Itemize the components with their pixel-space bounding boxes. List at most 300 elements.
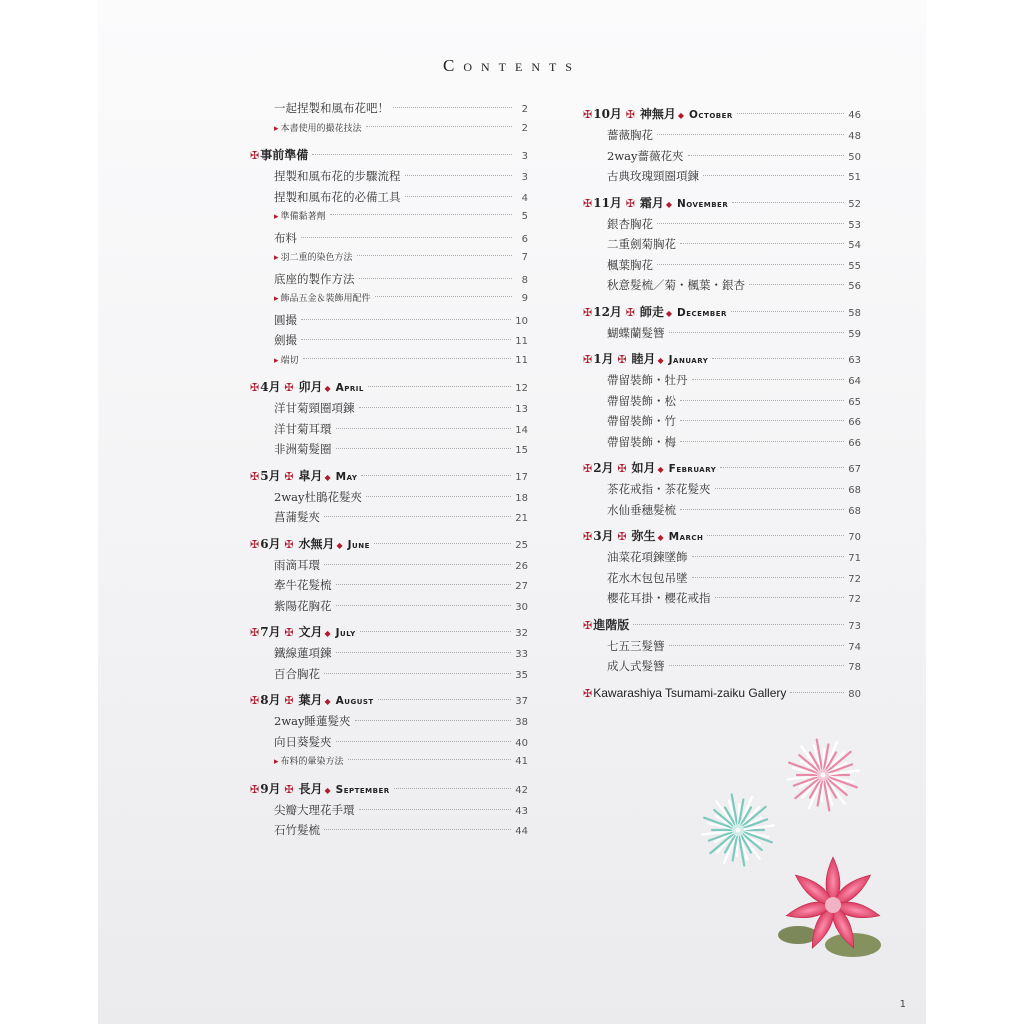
toc-entry-label xyxy=(250,465,357,488)
toc-entry-row xyxy=(583,547,861,568)
toc-entry-label xyxy=(250,778,390,801)
section-marker-icon: ✠ xyxy=(250,782,260,796)
toc-entry-row xyxy=(583,588,861,609)
toc-entry-label xyxy=(583,166,699,187)
english-month-name: November xyxy=(676,197,729,210)
dot-leader xyxy=(680,441,844,442)
toc-entry-label xyxy=(583,146,684,167)
dot-leader xyxy=(394,788,512,789)
toc-entry-row xyxy=(583,255,861,276)
english-month-name: October xyxy=(688,109,733,121)
toc-entry-label xyxy=(583,656,665,677)
toc-entry-label xyxy=(250,732,332,753)
toc-section-row xyxy=(250,689,528,711)
toc-entry-row xyxy=(250,555,528,576)
entry-title: 捏製和風布花的步驟流程 xyxy=(274,169,401,183)
section-marker-icon: ✠ xyxy=(280,782,298,796)
dot-leader xyxy=(324,829,511,830)
english-month-name: January xyxy=(668,354,709,366)
toc-entry-label xyxy=(583,255,653,276)
toc-entry-row xyxy=(583,411,861,432)
entry-title: 楓葉胸花 xyxy=(607,257,653,272)
page-ref: 68 xyxy=(848,485,861,496)
japanese-month-name: 如月 xyxy=(631,461,656,475)
diamond-icon: ◆ xyxy=(324,628,331,638)
toc-entry-label xyxy=(250,711,351,732)
toc-entry-row xyxy=(250,330,528,351)
dot-leader xyxy=(692,379,845,380)
diamond-icon: ◆ xyxy=(324,784,331,795)
entry-title: 底座的製作方法 xyxy=(274,271,355,286)
toc-entry-row xyxy=(583,636,861,657)
toc-section-row xyxy=(250,144,528,166)
dot-leader xyxy=(336,652,512,653)
page-number: 1 xyxy=(899,999,906,1010)
page-ref: 72 xyxy=(848,573,861,585)
japanese-month-name: 師走 xyxy=(639,304,664,319)
section-marker-icon: ✠ xyxy=(583,196,593,210)
page-ref: 42 xyxy=(515,784,528,796)
section-marker-icon: ✠ xyxy=(613,353,631,366)
pink-lily-flower xyxy=(778,857,881,957)
section-marker-icon: ✠ xyxy=(280,694,298,707)
toc-entry-label xyxy=(250,310,297,331)
toc-left-column xyxy=(250,98,528,841)
page-ref: 46 xyxy=(848,110,861,121)
toc-entry-label xyxy=(583,214,653,235)
page-ref: 54 xyxy=(848,240,861,251)
entry-title: 牽牛花髮梳 xyxy=(274,578,332,592)
entry-title: 菖蒲髮夾 xyxy=(274,510,320,524)
page-ref: 64 xyxy=(848,376,861,387)
dot-leader xyxy=(330,214,512,215)
toc-entry-row xyxy=(250,439,528,460)
japanese-month-name: 長月 xyxy=(298,781,323,796)
page-ref: 26 xyxy=(515,560,528,572)
toc-entry-row xyxy=(250,248,528,269)
page-ref: 11 xyxy=(515,354,528,366)
dot-leader xyxy=(301,319,511,320)
toc-entry-row xyxy=(583,391,861,412)
section-marker-icon: ✠ xyxy=(583,305,593,319)
section-marker-icon: ✠ xyxy=(250,537,260,551)
section-marker-icon: ✠ xyxy=(621,305,639,319)
toc-entry-label xyxy=(250,248,353,269)
page-ref: 66 xyxy=(848,417,861,428)
section-marker-icon: ✠ xyxy=(250,149,260,162)
diamond-icon: ◆ xyxy=(665,307,672,318)
toc-entry-label xyxy=(250,664,320,685)
page-ref: 33 xyxy=(515,649,528,660)
month-label: 5月 xyxy=(260,468,281,483)
toc-entry-label xyxy=(583,370,688,391)
page-ref: 68 xyxy=(848,505,861,517)
month-label: 10月 xyxy=(593,107,622,121)
toc-entry-label xyxy=(250,800,355,821)
page-ref: 17 xyxy=(515,471,528,483)
section-marker-icon: ✠ xyxy=(613,530,631,543)
entry-title: 布料的暈染方法 xyxy=(280,757,344,767)
month-label: 4月 xyxy=(260,380,281,394)
toc-entry-label xyxy=(250,689,374,712)
toc-entry-label xyxy=(250,207,326,228)
dot-leader xyxy=(336,584,512,585)
english-month-name: May xyxy=(335,470,358,483)
dot-leader xyxy=(732,202,844,203)
page-ref: 59 xyxy=(848,328,861,340)
entry-title: 非洲菊髮圈 xyxy=(274,442,332,456)
toc-entry-row xyxy=(250,596,528,617)
toc-entry-label xyxy=(250,596,332,617)
page-ref: 15 xyxy=(515,445,528,456)
month-label: 8月 xyxy=(260,693,281,707)
page-ref: 3 xyxy=(521,172,528,183)
toc-entry-row xyxy=(250,351,528,372)
page-ref: 74 xyxy=(848,641,861,653)
toc-section-row xyxy=(250,465,528,487)
entry-title: 成人式髮簪 xyxy=(607,659,665,673)
entry-title: 水仙垂穗髮梳 xyxy=(607,502,676,517)
entry-title: 鐵線蓮項鍊 xyxy=(274,646,332,660)
toc-entry-label xyxy=(250,144,308,167)
toc-entry-label xyxy=(583,234,676,255)
dot-leader xyxy=(715,488,845,489)
dot-leader xyxy=(703,175,844,176)
diamond-icon: ◆ xyxy=(324,471,331,482)
english-month-name: April xyxy=(335,382,364,394)
toc-entry-label xyxy=(250,439,332,460)
entry-title: 準備黏著劑 xyxy=(280,212,326,222)
dot-leader xyxy=(405,175,513,176)
toc-entry-label xyxy=(583,614,629,637)
dot-leader xyxy=(680,509,844,510)
dot-leader xyxy=(749,284,844,285)
toc-entry-row xyxy=(583,370,861,391)
toc-entry-row xyxy=(583,479,861,500)
entry-title: 捏製和風布花的必備工具 xyxy=(274,189,401,204)
page-ref: 78 xyxy=(848,662,861,673)
english-month-name: June xyxy=(347,538,370,551)
page-ref: 5 xyxy=(521,211,528,222)
entry-title: 飾品五金＆裝飾用配件 xyxy=(280,294,371,304)
entry-title: 2way睡蓮髮夾 xyxy=(274,714,351,728)
toc-entry-label xyxy=(583,192,728,215)
entry-title: 帶留裝飾・松 xyxy=(607,393,676,408)
entry-title: 二重劍菊胸花 xyxy=(607,237,676,251)
dot-leader xyxy=(692,556,845,557)
toc-entry-label xyxy=(583,588,711,609)
toc-entry-label xyxy=(250,351,299,372)
section-title: 進階版 xyxy=(593,617,630,632)
toc-entry-label xyxy=(250,533,370,556)
entry-title: 銀杏胸花 xyxy=(607,216,653,231)
page-ref: 10 xyxy=(515,315,528,327)
toc-entry-label xyxy=(583,103,733,126)
toc-entry-label xyxy=(583,275,745,296)
entry-title: 羽二重的染色方法 xyxy=(280,253,353,263)
section-title: 事前準備 xyxy=(260,148,309,162)
entry-title: 2way杜鵑花髮夾 xyxy=(274,489,363,504)
entry-title: 本書使用的撮花技法 xyxy=(280,123,362,134)
diamond-icon: ◆ xyxy=(677,110,684,120)
dot-leader xyxy=(366,496,511,497)
page-ref: 38 xyxy=(515,717,528,728)
japanese-month-name: 霜月 xyxy=(639,195,664,210)
dot-leader xyxy=(393,107,512,108)
toc-entry-row xyxy=(583,568,861,589)
toc-entry-row xyxy=(250,732,528,753)
toc-entry-row xyxy=(250,228,528,249)
dot-leader xyxy=(720,467,844,468)
section-marker-icon: ✠ xyxy=(250,694,260,707)
toc-entry-label xyxy=(250,98,389,119)
dot-leader xyxy=(355,720,512,721)
toc-section-row xyxy=(583,301,861,323)
dot-leader xyxy=(657,264,844,265)
entry-title: 帶留裝飾・牡丹 xyxy=(607,373,688,387)
toc-entry-row xyxy=(250,187,528,208)
dot-leader xyxy=(336,428,512,429)
page-ref: 12 xyxy=(515,383,528,394)
toc-entry-label xyxy=(250,820,320,841)
toc-entry-label xyxy=(250,187,401,208)
section-marker-icon: ✠ xyxy=(250,626,260,639)
toc-entry-label xyxy=(250,330,297,351)
toc-entry-row xyxy=(250,98,528,119)
toc-entry-row xyxy=(250,643,528,664)
toc-entry-row xyxy=(250,575,528,596)
month-label: 3月 xyxy=(593,529,614,543)
toc-entry-label xyxy=(250,119,362,140)
toc-entry-row xyxy=(250,820,528,841)
page-ref: 48 xyxy=(848,131,861,142)
toc-section-row xyxy=(250,621,528,643)
toc-entry-label xyxy=(250,643,332,664)
page-ref: 55 xyxy=(848,260,861,272)
toc-entry-label xyxy=(250,228,297,249)
toc-entry-label xyxy=(250,269,355,290)
entry-title: 2way薔薇花夾 xyxy=(607,148,684,163)
diamond-icon: ◆ xyxy=(665,198,672,209)
toc-section-row xyxy=(583,192,861,214)
dot-leader xyxy=(715,597,845,598)
page-ref: 51 xyxy=(848,172,861,183)
toc-entry-row xyxy=(250,800,528,821)
month-label: 7月 xyxy=(260,625,281,639)
entry-title: 一起捏製和風布花吧！ xyxy=(274,101,389,115)
section-marker-icon: ✠ xyxy=(583,686,593,700)
entry-title: 尖瓣大理花手環 xyxy=(274,802,355,817)
toc-entry-label xyxy=(583,391,676,412)
entry-title: 百合胸花 xyxy=(274,666,320,681)
toc-entry-label xyxy=(583,348,708,371)
page-ref: 56 xyxy=(848,281,861,292)
month-label: 2月 xyxy=(593,461,614,475)
toc-entry-label xyxy=(250,289,371,310)
diamond-icon: ◆ xyxy=(336,539,343,550)
toc-entry-label xyxy=(583,682,786,705)
toc-entry-label xyxy=(583,636,665,657)
page-ref: 70 xyxy=(848,532,861,543)
dot-leader xyxy=(657,223,844,224)
diamond-icon: ◆ xyxy=(657,532,664,542)
page-ref: 2 xyxy=(521,122,528,134)
toc-section-row xyxy=(250,376,528,398)
page-ref: 80 xyxy=(848,688,861,700)
dot-leader xyxy=(336,605,512,606)
dot-leader xyxy=(360,631,512,632)
page-ref: 43 xyxy=(515,805,528,817)
tsumami-flowers-photo xyxy=(668,730,918,1000)
english-month-name: February xyxy=(668,463,717,475)
month-label: 6月 xyxy=(260,536,281,551)
japanese-month-name: 神無月 xyxy=(639,107,676,121)
section-marker-icon: ✠ xyxy=(583,530,593,543)
page-ref: 66 xyxy=(848,437,861,449)
dot-leader xyxy=(336,448,512,449)
page-ref: 41 xyxy=(515,756,528,767)
toc-entry-row xyxy=(250,711,528,732)
toc-entry-row xyxy=(583,146,861,167)
toc-entry-row xyxy=(250,507,528,528)
page-ref: 27 xyxy=(515,581,528,592)
toc-entry-label xyxy=(250,575,332,596)
page-ref: 4 xyxy=(521,192,528,204)
section-marker-icon: ✠ xyxy=(280,469,298,483)
page-ref: 72 xyxy=(848,594,861,605)
toc-entry-row xyxy=(250,207,528,228)
section-marker-icon: ✠ xyxy=(583,618,593,632)
dot-leader xyxy=(680,400,844,401)
dot-leader xyxy=(657,134,844,135)
toc-entry-label xyxy=(583,125,653,146)
toc-entry-label xyxy=(583,323,665,344)
dot-leader xyxy=(324,516,511,517)
toc-entry-label xyxy=(583,479,711,500)
page-ref: 8 xyxy=(521,274,528,286)
toc-section-row xyxy=(583,348,861,370)
entry-title: 油菜花項鍊墜飾 xyxy=(607,550,688,564)
dot-leader xyxy=(374,543,511,544)
dot-leader xyxy=(405,196,513,197)
toc-entry-label xyxy=(583,500,676,521)
page-ref: 53 xyxy=(848,219,861,231)
entry-title: 雨滴耳環 xyxy=(274,557,320,572)
toc-entry-row xyxy=(250,664,528,685)
section-marker-icon: ✠ xyxy=(280,537,298,551)
toc-entry-row xyxy=(583,125,861,146)
page-ref: 21 xyxy=(515,513,528,524)
entry-title: 石竹髮梳 xyxy=(274,823,320,837)
page-ref: 73 xyxy=(848,620,861,632)
toc-entry-label xyxy=(250,376,364,399)
toc-entry-row xyxy=(250,487,528,508)
month-label: 12月 xyxy=(593,304,622,319)
page-ref: 71 xyxy=(848,553,861,564)
entry-title: 櫻花耳掛・櫻花戒指 xyxy=(607,591,711,605)
section-marker-icon: ✠ xyxy=(583,108,593,121)
entry-title: 洋甘菊耳環 xyxy=(274,421,332,436)
toc-entry-row xyxy=(583,166,861,187)
section-marker-icon: ✠ xyxy=(280,626,298,639)
dot-leader xyxy=(312,154,512,155)
english-month-name: March xyxy=(668,531,704,543)
section-marker-icon: ✠ xyxy=(621,108,639,121)
toc-entry-label xyxy=(583,432,676,453)
japanese-month-name: 卯月 xyxy=(298,380,323,394)
toc-entry-label xyxy=(583,525,703,548)
japanese-month-name: 葉月 xyxy=(298,693,323,707)
toc-entry-row xyxy=(250,269,528,290)
toc-entry-row xyxy=(583,214,861,235)
toc-entry-label xyxy=(583,568,688,589)
toc-entry-row xyxy=(583,234,861,255)
dot-leader xyxy=(348,759,512,760)
toc-section-row xyxy=(583,103,861,125)
toc-entry-row xyxy=(583,656,861,677)
japanese-month-name: 皐月 xyxy=(298,468,323,483)
page-ref: 35 xyxy=(515,669,528,681)
page-ref: 18 xyxy=(515,492,528,504)
toc-entry-label xyxy=(250,555,320,576)
toc-entry-row xyxy=(250,419,528,440)
teal-white-flower xyxy=(702,795,773,866)
entry-title: 洋甘菊頸圈項鍊 xyxy=(274,401,355,415)
diamond-icon: ◆ xyxy=(657,355,664,365)
entry-title: 布料 xyxy=(274,230,297,245)
toc-entry-row xyxy=(250,166,528,187)
page-ref: 37 xyxy=(515,696,528,707)
dot-leader xyxy=(324,564,511,565)
dot-leader xyxy=(680,420,844,421)
dot-leader xyxy=(301,339,511,340)
toc-entry-label xyxy=(250,398,355,419)
page-title: Contents xyxy=(442,56,581,75)
dot-leader xyxy=(790,692,844,693)
page-ref: 6 xyxy=(521,233,528,245)
toc-right-column xyxy=(583,98,861,704)
entry-title: 茶花戒指・茶花髮夾 xyxy=(607,482,711,496)
dot-leader xyxy=(359,278,513,279)
dot-leader xyxy=(361,475,511,476)
month-label: 11月 xyxy=(593,195,622,210)
dot-leader xyxy=(669,332,845,333)
diamond-icon: ◆ xyxy=(324,383,331,393)
toc-entry-row xyxy=(250,119,528,140)
entry-title: 蝴蝶蘭髮簪 xyxy=(607,325,665,340)
toc-entry-label xyxy=(583,301,727,324)
english-month-name: August xyxy=(335,695,374,707)
dot-leader xyxy=(375,296,512,297)
english-month-name: December xyxy=(676,306,727,319)
toc-entry-label xyxy=(583,547,688,568)
dot-leader xyxy=(707,535,844,536)
toc-entry-row xyxy=(250,752,528,773)
toc-entry-row xyxy=(583,275,861,296)
pink-white-flower xyxy=(787,740,858,811)
page-ref: 58 xyxy=(848,307,861,319)
section-marker-icon: ✠ xyxy=(250,469,260,483)
book-page xyxy=(98,0,926,1024)
page-ref: 52 xyxy=(848,198,861,210)
dot-leader xyxy=(336,741,512,742)
toc-entry-row xyxy=(583,500,861,521)
page-ref: 32 xyxy=(515,628,528,639)
diamond-icon: ◆ xyxy=(324,696,331,706)
dot-leader xyxy=(737,113,844,114)
entry-title: 圓撮 xyxy=(274,312,297,327)
section-title: Kawarashiya Tsumami-zaiku Gallery xyxy=(593,685,787,700)
